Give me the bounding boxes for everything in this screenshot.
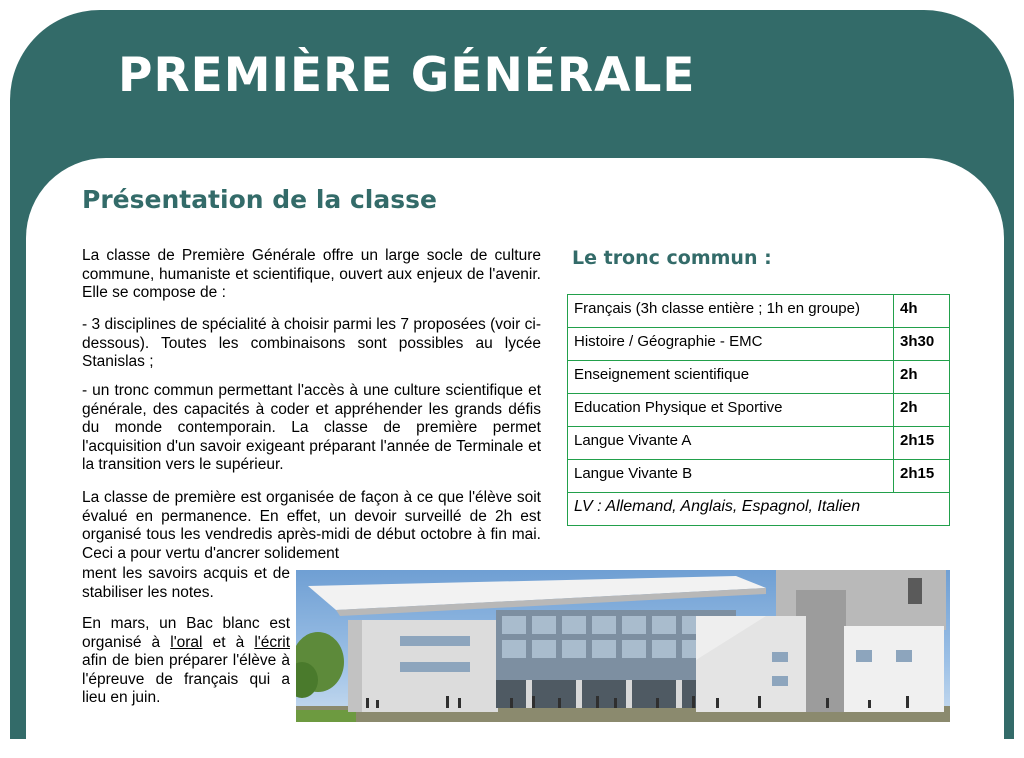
table-row [568, 460, 950, 493]
specialites-paragraph: - 3 disciplines de spécialité à choisir parmi les 7 proposées (voir ci-dessous). Toutes les combinaisons sont possibles au lycée Stanislas ; [82, 316, 541, 370]
subject-cell: Langue Vivante B [568, 460, 894, 493]
table-row [568, 427, 950, 460]
table-row [568, 328, 950, 361]
hours-cell: 2h [894, 361, 950, 394]
hours-cell: 2h15 [894, 427, 950, 460]
subject-cell: Langue Vivante A [568, 427, 894, 460]
section-title: Présentation de la classe [82, 185, 437, 214]
table-row [568, 493, 950, 526]
tronc-commun-paragraph: - un tronc commun permettant l'accès à une culture scientifique et générale, des capacités à coder et appréhender les grands défis du monde contemporain. La classe de première permet l'acquisition d'un savoir exigeant préparant l'année de Terminale et la transition vers le supérieur. [82, 382, 541, 473]
subject-cell: Français (3h classe entière ; 1h en groupe) [568, 295, 894, 328]
tronc-commun-title: Le tronc commun : [572, 247, 772, 269]
table-row [568, 394, 950, 427]
organisation-paragraph: La classe de première est organisée de façon à ce que l'élève soit évalué en permanence. En effet, un devoir surveillé de 2h est organisé tous les vendredis après-midi de début octobre à fin mai. Ceci a pour vertu d'ancrer solidement [82, 489, 541, 562]
ecrit-link: l'écrit [254, 633, 290, 651]
bac-text-2: et à [202, 633, 255, 651]
organisation-paragraph-end: ment les savoirs acquis et de stabiliser les notes. [82, 565, 290, 601]
subject-cell: Histoire / Géographie - EMC [568, 328, 894, 361]
subject-cell: Education Physique et Sportive [568, 394, 894, 427]
hours-cell: 2h [894, 394, 950, 427]
building-illustration [296, 570, 950, 722]
tronc-commun-table [567, 294, 950, 526]
table-row [568, 361, 950, 394]
bac-text-1: En mars, un Bac blanc est organisé à [82, 615, 290, 651]
bac-blanc-paragraph [82, 615, 290, 708]
school-building-photo [296, 570, 950, 722]
hours-cell: 3h30 [894, 328, 950, 361]
lv-note-cell: LV : Allemand, Anglais, Espagnol, Italien [568, 493, 950, 526]
table-row [568, 295, 950, 328]
hours-cell: 2h15 [894, 460, 950, 493]
intro-paragraph: La classe de Première Générale offre un large socle de culture commune, humaniste et scientifique, ouvert aux enjeux de l'avenir. Elle se compose de : [82, 247, 541, 301]
bac-text-3: afin de bien préparer l'élève à l'épreuve de français qui a lieu en juin. [82, 652, 290, 706]
oral-link: l'oral [170, 633, 203, 651]
page-title: PREMIÈRE GÉNÉRALE [118, 48, 696, 103]
subject-cell: Enseignement scientifique [568, 361, 894, 394]
hours-cell: 4h [894, 295, 950, 328]
